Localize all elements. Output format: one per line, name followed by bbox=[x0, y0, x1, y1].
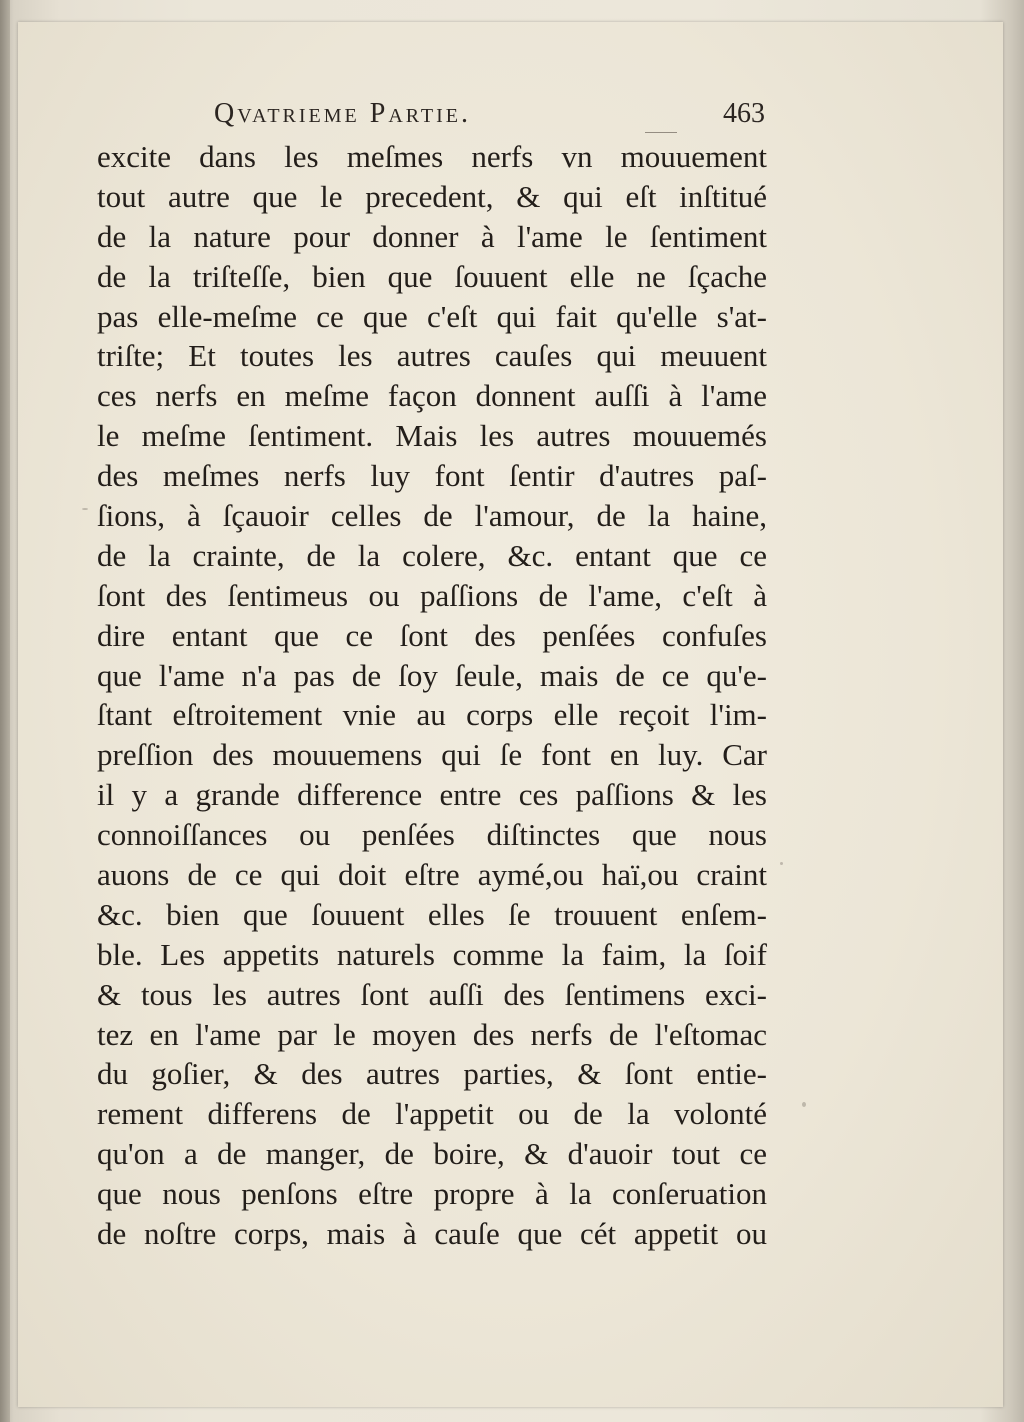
text-line: ble. Les appetits naturels comme la faim, la ſoif bbox=[97, 936, 767, 972]
text-line: que nous penſons eſtre propre à la conſeruation bbox=[97, 1176, 767, 1212]
paper-speck bbox=[802, 1102, 806, 1107]
text-line: que l'ame n'a pas de ſoy ſeule, mais de ce qu'e- bbox=[97, 657, 767, 693]
text-line: &c. bien que ſouuent elles ſe trouuent enſem- bbox=[97, 896, 767, 932]
running-head bbox=[100, 98, 765, 138]
text-line: auons de ce qui doit eſtre aymé,ou haï,ou craint bbox=[97, 857, 767, 893]
text-line: excite dans les meſmes nerfs vn mouuement bbox=[97, 139, 767, 174]
text-line: pas elle-meſme ce que c'eſt qui fait qu'elle s'at- bbox=[97, 298, 767, 334]
text-line: de noſtre corps, mais à cauſe que cét appetit ou bbox=[97, 1216, 767, 1252]
head-rule bbox=[645, 132, 677, 133]
text-line: ſtant eſtroitement vnie au corps elle reçoit l'im- bbox=[97, 697, 767, 733]
text-line: du goſier, & des autres parties, & ſont entie- bbox=[97, 1056, 767, 1092]
text-line: ſions, à ſçauoir celles de l'amour, de la haine, bbox=[97, 498, 767, 534]
text-line: & tous les autres ſont auſſi des ſentimens exci- bbox=[97, 976, 767, 1012]
book-binding-edge bbox=[0, 0, 10, 1422]
body-text bbox=[97, 137, 767, 1254]
text-line: qu'on a de manger, de boire, & d'auoir tout ce bbox=[97, 1136, 767, 1172]
text-line: de la nature pour donner à l'ame le ſentiment bbox=[97, 218, 767, 254]
text-line: des meſmes nerfs luy font ſentir d'autres paſ- bbox=[97, 458, 767, 494]
text-line: ces nerfs en meſme façon donnent auſſi à l'ame bbox=[97, 378, 767, 414]
text-line: tout autre que le precedent, & qui eſt inſtitué bbox=[97, 178, 767, 214]
text-line: le meſme ſentiment. Mais les autres mouuemés bbox=[97, 418, 767, 454]
text-line: de la crainte, de la colere, &c. entant que ce bbox=[97, 537, 767, 573]
text-line: rement differens de l'appetit ou de la volonté bbox=[97, 1096, 767, 1132]
text-line: il y a grande difference entre ces paſſions & les bbox=[97, 777, 767, 813]
text-line: connoiſſances ou penſées diſtinctes que nous bbox=[97, 817, 767, 853]
text-line: preſſion des mouuemens qui ſe font en luy. Car bbox=[97, 737, 767, 773]
running-title: Qvatrieme Partie. bbox=[214, 98, 471, 129]
paper-speck bbox=[780, 862, 783, 865]
paper-speck bbox=[82, 508, 88, 510]
text-line: tez en l'ame par le moyen des nerfs de l'eſtomac bbox=[97, 1016, 767, 1052]
page-number: 463 bbox=[723, 98, 765, 129]
text-line: triſte; Et toutes les autres cauſes qui meuuent bbox=[97, 338, 767, 374]
text-line: ſont des ſentimeus ou paſſions de l'ame, c'eſt à bbox=[97, 577, 767, 613]
text-line: dire entant que ce ſont des penſées confuſes bbox=[97, 617, 767, 653]
text-line: de la triſteſſe, bien que ſouuent elle ne ſçache bbox=[97, 258, 767, 294]
